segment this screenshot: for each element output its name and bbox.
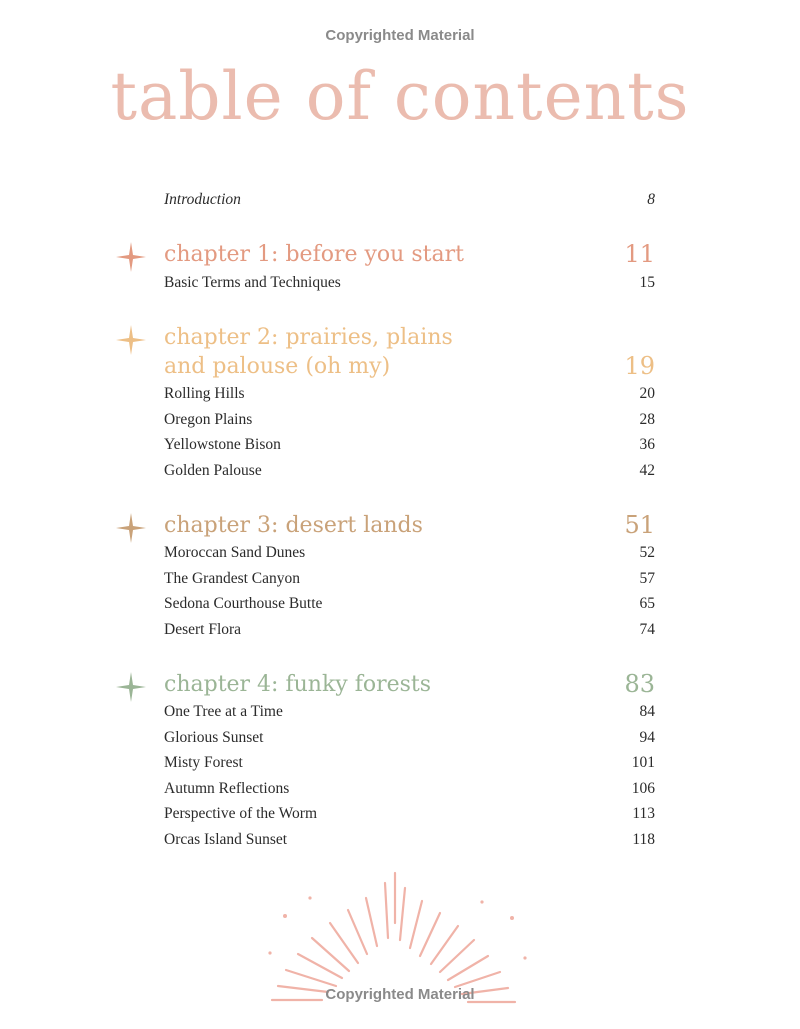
toc-entry[interactable]: [164, 803, 655, 825]
toc-entry-label: Introduction: [164, 191, 241, 208]
toc-entry-page: 113: [632, 805, 655, 822]
toc-entry-page: 52: [639, 544, 655, 561]
toc-entry-page: 28: [639, 410, 655, 428]
page-title: table of contents: [110, 58, 690, 135]
toc-entry[interactable]: [164, 752, 655, 774]
toc-entry-page: 15: [639, 274, 655, 291]
toc-entry-list: [164, 542, 655, 641]
chapter-page: 51: [624, 511, 655, 539]
chapter-title: chapter 1: before you start: [164, 242, 464, 267]
toc-entry-label: Golden Palouse: [164, 461, 262, 479]
sparkle-icon: [114, 511, 148, 545]
toc-entry-label: Autumn Reflections: [164, 779, 290, 797]
toc-chapter-3[interactable]: [164, 511, 655, 540]
toc-entry[interactable]: [164, 383, 655, 405]
toc-chapter-4[interactable]: [164, 670, 655, 699]
toc-entry-list: [164, 701, 655, 851]
toc-entry-label: Oregon Plains: [164, 410, 253, 428]
toc-entry-page: 74: [639, 620, 655, 638]
toc-entry-page: 94: [639, 728, 655, 746]
toc-entry-label: Basic Terms and Techniques: [164, 274, 341, 291]
toc-entry-page: 36: [639, 436, 655, 453]
toc-entry[interactable]: [164, 409, 655, 431]
sparkle-icon: [114, 240, 148, 274]
chapter-page: 83: [624, 670, 655, 698]
toc-entry[interactable]: [164, 272, 655, 294]
toc-entry-page: 118: [632, 830, 655, 848]
toc-entry[interactable]: [164, 460, 655, 482]
toc-entry-label: Yellowstone Bison: [164, 436, 281, 453]
toc-entry-label: The Grandest Canyon: [164, 569, 301, 587]
toc-entry[interactable]: [164, 593, 655, 615]
sparkle-icon: [114, 670, 148, 704]
copyright-header: Copyrighted Material: [325, 27, 475, 44]
toc-entry-label: Rolling Hills: [164, 385, 245, 402]
toc-entry-introduction[interactable]: [164, 189, 655, 211]
toc-entry-page: 8: [647, 191, 655, 208]
toc-entry[interactable]: [164, 701, 655, 723]
toc-chapter-2[interactable]: [164, 323, 655, 381]
toc-entry-page: 57: [639, 569, 655, 587]
toc-entry-label: Desert Flora: [164, 620, 242, 638]
toc-entry-page: 84: [639, 703, 655, 720]
toc-entry[interactable]: [164, 542, 655, 564]
chapter-title: chapter 3: desert lands: [164, 513, 423, 538]
toc-chapter-1[interactable]: [164, 240, 655, 269]
sparkle-icon: [114, 323, 148, 357]
chapter-title: chapter 2: prairies, plains and palouse (oh my): [164, 325, 453, 379]
toc-entry-label: Moroccan Sand Dunes: [164, 544, 306, 561]
toc-entry-label: Glorious Sunset: [164, 728, 264, 746]
toc-entry-page: 101: [631, 754, 655, 771]
toc-entry[interactable]: [164, 619, 655, 641]
chapter-page: 19: [624, 352, 655, 380]
toc-entry-label: Orcas Island Sunset: [164, 830, 288, 848]
copyright-footer: Copyrighted Material: [325, 986, 475, 1003]
toc-entry-page: 65: [639, 595, 655, 612]
toc-entry-label: Perspective of the Worm: [164, 805, 317, 822]
chapter-page: 11: [624, 240, 655, 268]
toc-entry-label: Sedona Courthouse Butte: [164, 595, 323, 612]
chapter-title: chapter 4: funky forests: [164, 672, 432, 697]
toc-entry-label: One Tree at a Time: [164, 703, 283, 720]
toc-entry[interactable]: [164, 727, 655, 749]
toc-entry-list: [164, 383, 655, 482]
toc-entry-page: 42: [639, 461, 655, 479]
toc-entry-page: 106: [631, 779, 655, 797]
toc-entry[interactable]: [164, 778, 655, 800]
toc-entry-page: 20: [639, 385, 655, 402]
toc-entry[interactable]: [164, 568, 655, 590]
toc-entry[interactable]: [164, 434, 655, 456]
toc-entry[interactable]: [164, 829, 655, 851]
toc-entry-label: Misty Forest: [164, 754, 243, 771]
